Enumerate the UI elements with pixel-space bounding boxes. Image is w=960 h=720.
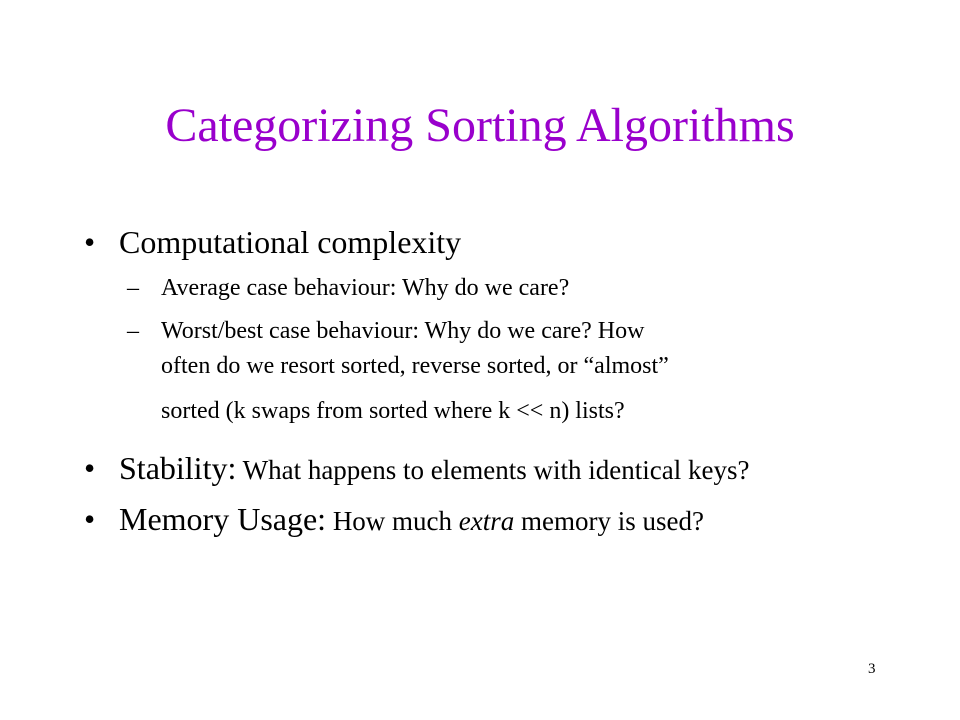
slide-title: Categorizing Sorting Algorithms [165, 99, 795, 152]
bullet-text [119, 499, 704, 541]
page-number: 3 [868, 661, 876, 677]
bullet-detail-before: How much [326, 506, 459, 536]
bullet-marker: • [84, 501, 96, 537]
sub-bullet-text-line-2: often do we resort sorted, reverse sorted, or “almost” [161, 353, 669, 379]
bullet-label: Stability: [119, 450, 237, 486]
bullet-detail: What happens to elements with identical keys? [236, 455, 750, 485]
sub-bullet-marker: – [127, 318, 139, 344]
bullet-text [119, 448, 749, 490]
sub-bullet-text: Average case behaviour: Why do we care? [161, 275, 570, 301]
bullet-text: Computational complexity [119, 224, 462, 260]
sub-bullet-marker: – [127, 275, 139, 301]
bullet-marker: • [84, 450, 96, 486]
sub-bullet-text-line-3: sorted (k swaps from sorted where k << n) lists? [161, 398, 625, 424]
bullet-detail-after: memory is used? [514, 506, 704, 536]
bullet-label: Memory Usage: [119, 501, 327, 537]
sub-bullet-text-line-1: Worst/best case behaviour: Why do we care? How [161, 318, 645, 344]
bullet-detail-emphasis: extra [458, 506, 515, 536]
bullet-marker: • [84, 224, 96, 260]
